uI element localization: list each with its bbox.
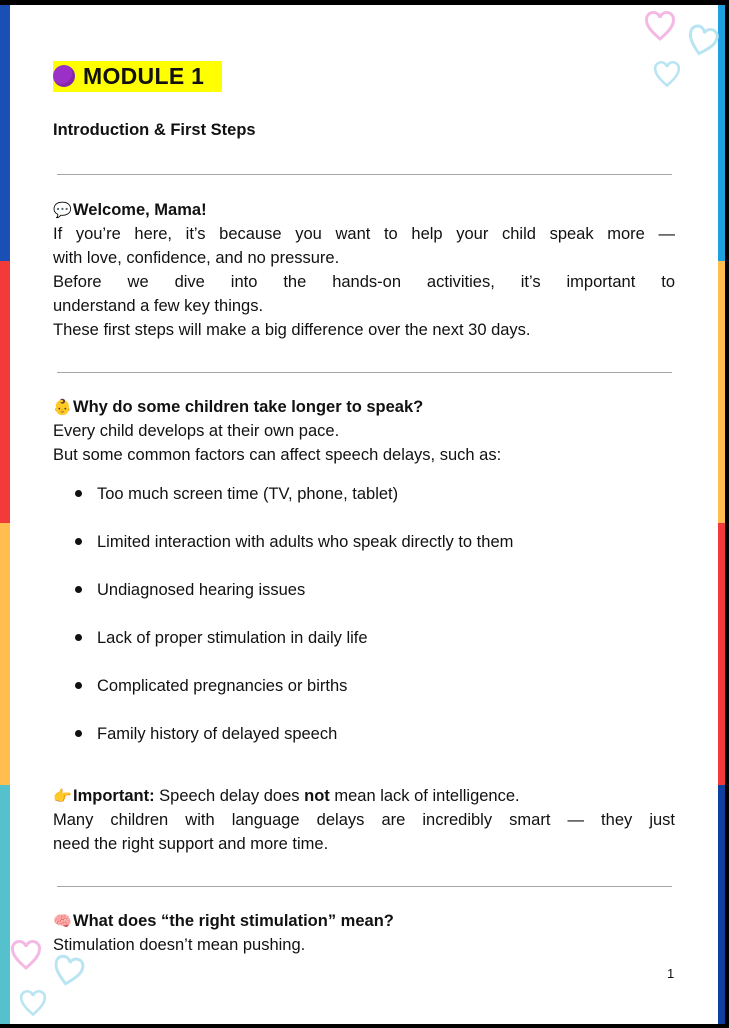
why-line-1: Every child develops at their own pace.	[53, 422, 340, 440]
divider	[57, 372, 672, 373]
top-border	[0, 0, 729, 5]
divider	[57, 174, 672, 175]
important-line-2: Many children with language delays are incredibly smart — they just	[53, 811, 675, 829]
page-number: 1	[667, 966, 675, 981]
important-text-b: mean lack of intelligence.	[329, 787, 520, 805]
brain-icon: 🧠	[53, 913, 72, 930]
important-text-bold: not	[304, 787, 330, 805]
bullet-icon	[75, 586, 82, 593]
list-item: Family history of delayed speech	[97, 725, 338, 743]
important-row	[53, 784, 520, 809]
left-border-red	[0, 261, 10, 523]
module-title: MODULE 1	[83, 63, 205, 89]
left-border-orange	[0, 523, 10, 785]
list-item: Too much screen time (TV, phone, tablet)	[97, 485, 399, 503]
left-border-blue	[0, 5, 10, 261]
module-subtitle: Introduction & First Steps	[53, 121, 256, 139]
purple-circle-icon	[53, 65, 75, 87]
bullet-icon	[75, 682, 82, 689]
important-line-3: need the right support and more time.	[53, 835, 329, 853]
speech-bubble-icon: 💬	[53, 202, 72, 219]
welcome-heading-row	[53, 198, 207, 223]
welcome-heading: Welcome, Mama!	[73, 201, 207, 219]
why-line-2: But some common factors can affect speech delays, such as:	[53, 446, 502, 464]
stimulation-line-1: Stimulation doesn’t mean pushing.	[53, 936, 306, 954]
list-item: Lack of proper stimulation in daily life	[97, 629, 368, 647]
stimulation-heading-row	[53, 909, 394, 934]
heart-icon	[644, 10, 676, 44]
welcome-line-2: with love, confidence, and no pressure.	[53, 249, 340, 267]
why-heading: Why do some children take longer to speak?	[73, 398, 424, 416]
baby-icon: 👶	[53, 399, 72, 416]
left-border-teal	[0, 785, 10, 1024]
bullet-icon	[75, 490, 82, 497]
heart-icon	[19, 988, 47, 1020]
welcome-line-3: Before we dive into the hands-on activities, it’s important to	[53, 273, 675, 291]
module-heading	[53, 61, 222, 92]
welcome-line-4: understand a few key things.	[53, 297, 264, 315]
heart-icon	[10, 938, 42, 974]
bullet-icon	[75, 730, 82, 737]
bullet-icon	[75, 538, 82, 545]
welcome-line-1: If you’re here, it’s because you want to help your child speak more —	[53, 225, 675, 243]
heart-icon	[681, 19, 722, 66]
list-item: Undiagnosed hearing issues	[97, 581, 306, 599]
heart-icon	[653, 60, 681, 90]
why-heading-row	[53, 395, 423, 420]
list-item: Complicated pregnancies or births	[97, 677, 348, 695]
pointing-hand-icon: 👉	[53, 788, 72, 805]
right-edge	[725, 0, 729, 1028]
list-item: Limited interaction with adults who speak directly to them	[97, 533, 514, 551]
divider	[57, 886, 672, 887]
bullet-icon	[75, 634, 82, 641]
important-label: Important:	[73, 787, 155, 805]
welcome-line-5: These first steps will make a big difference over the next 30 days.	[53, 321, 531, 339]
stimulation-heading: What does “the right stimulation” mean?	[73, 912, 394, 930]
important-text-a: Speech delay does	[154, 787, 305, 805]
bottom-border	[0, 1024, 729, 1028]
